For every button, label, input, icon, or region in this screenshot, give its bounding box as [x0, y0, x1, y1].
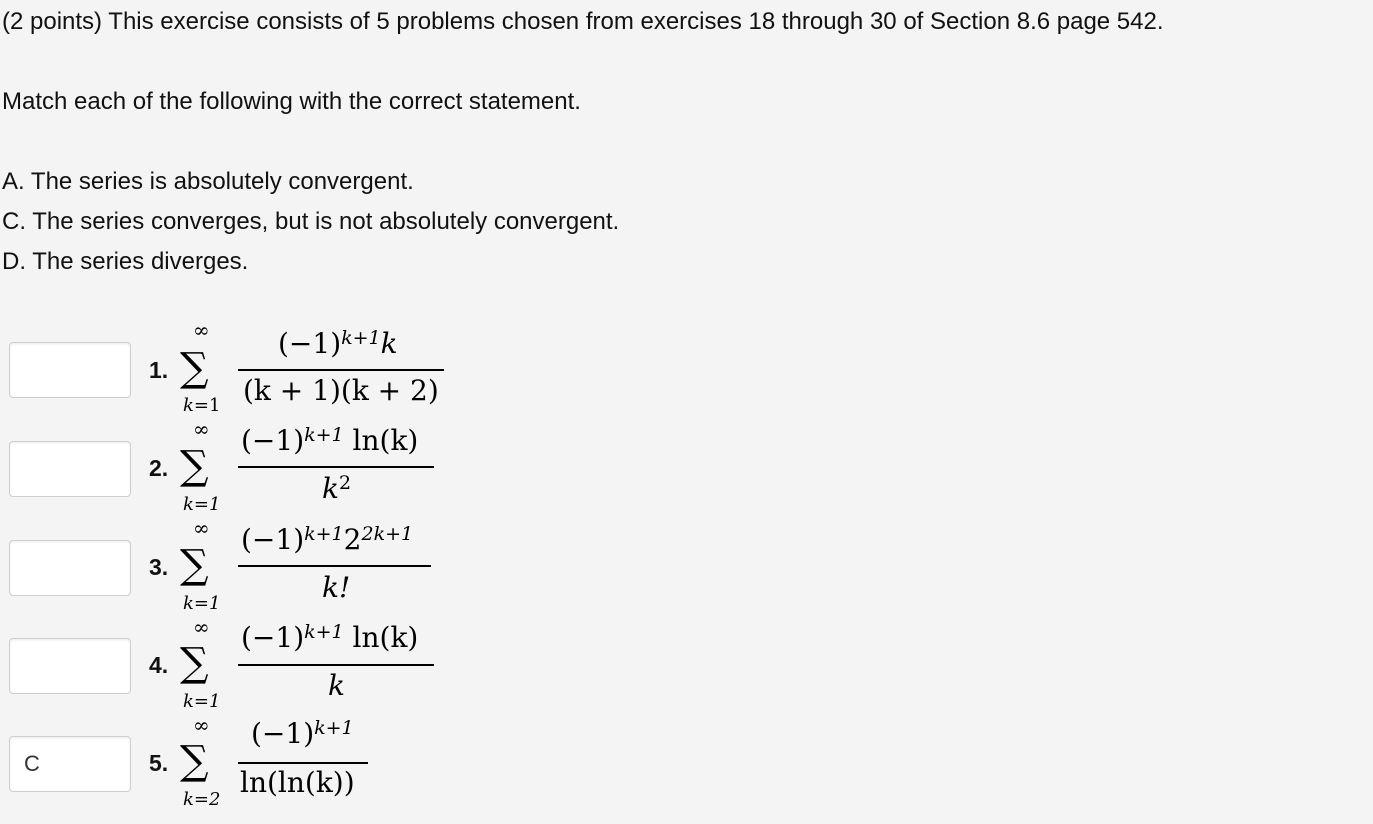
numerator: $(-1)^{k+1}2^{2k+1}$ [241, 523, 414, 556]
problem-number: 5. [149, 750, 169, 776]
intro-text: (2 points) This exercise consists of 5 problems chosen from exercises 18 through 30 of Section 8.6 page 542. [2, 8, 1164, 35]
sigma-symbol: ∑ [180, 738, 209, 784]
denominator: ln(ln(k)) [240, 766, 355, 799]
numerator: $(-1)^{k+1}$ ln(k) [241, 621, 419, 654]
sum-upper-limit: ∞ [193, 615, 210, 639]
sigma-symbol: ∑ [180, 640, 209, 686]
statement-d: D. The series diverges. [2, 248, 249, 275]
sum-lower-limit: k=1 [183, 395, 221, 416]
problem-number: 3. [149, 554, 169, 580]
sum-upper-limit: ∞ [193, 713, 210, 737]
problem-number: 2. [149, 455, 169, 481]
fraction-bar [238, 762, 368, 764]
statement-c: C. The series converges, but is not absolutely convergent. [2, 208, 620, 235]
sum-upper-limit: ∞ [193, 318, 210, 342]
answer-input-4[interactable] [9, 638, 131, 694]
sum-upper-limit: ∞ [193, 516, 210, 540]
answer-input-1[interactable] [9, 342, 131, 398]
numerator: $(-1)^{k+1}$ [251, 717, 354, 750]
fraction-bar [238, 369, 444, 371]
fraction-bar [238, 565, 431, 567]
answer-input-5[interactable] [9, 736, 131, 792]
numerator: $(-1)^{k+1}$ ln(k) [241, 424, 419, 457]
sum-lower-limit: k=2 [183, 789, 221, 810]
sum-lower-limit: k=1 [183, 691, 221, 712]
problem-number: 1. [149, 357, 169, 383]
answer-input-2[interactable] [9, 441, 131, 497]
sigma-symbol: ∑ [180, 443, 209, 489]
denominator: k! [322, 571, 351, 604]
denominator: k [328, 669, 345, 702]
instruction-text: Match each of the following with the correct statement. [2, 88, 581, 115]
denominator: (k + 1)(k + 2) [243, 374, 439, 407]
statement-a: A. The series is absolutely convergent. [2, 168, 414, 195]
sum-upper-limit: ∞ [193, 417, 210, 441]
answer-input-3[interactable] [9, 540, 131, 596]
problem-number: 4. [149, 652, 169, 678]
fraction-bar [238, 466, 434, 468]
sum-lower-limit: k=1 [183, 494, 221, 515]
numerator: $(-1)^{k+1}k$ [278, 327, 398, 360]
sigma-symbol: ∑ [180, 345, 209, 391]
fraction-bar [238, 664, 434, 666]
sigma-symbol: ∑ [180, 542, 209, 588]
sum-lower-limit: k=1 [183, 593, 221, 614]
denominator: $k^2$ [322, 472, 352, 505]
